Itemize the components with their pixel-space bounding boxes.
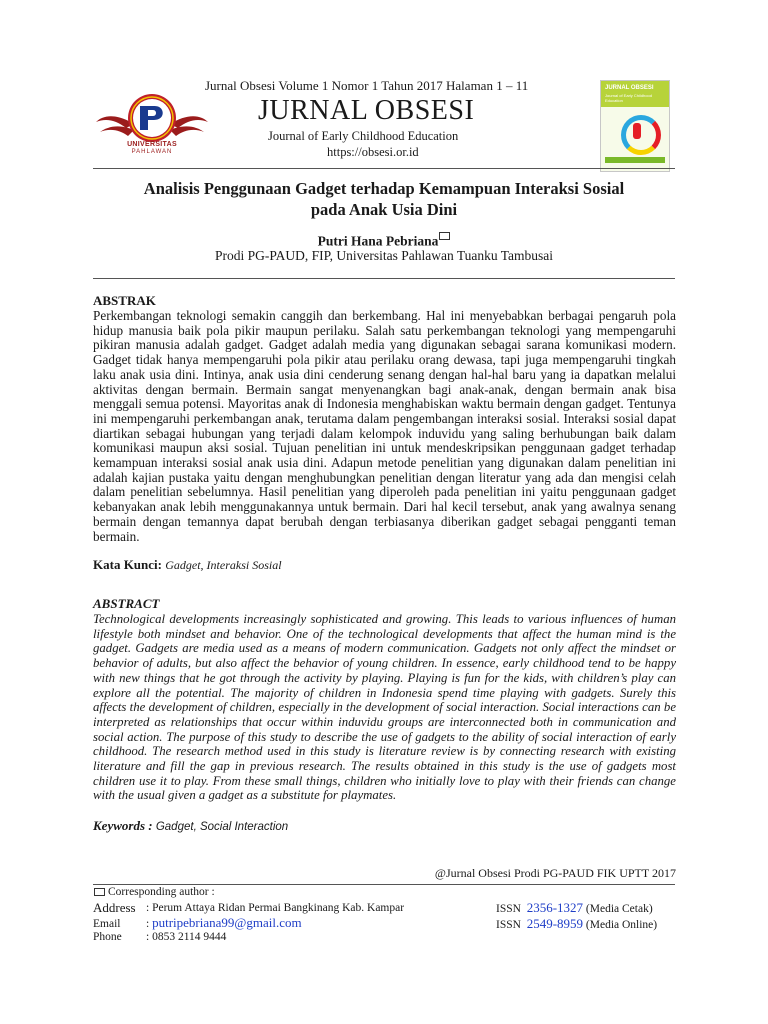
author-name (90, 232, 678, 250)
article-title (90, 178, 678, 220)
footer-rule (93, 884, 675, 885)
abstrak-body: Perkembangan teknologi semakin canggih dan berkembang. Hal ini menyebabkan berbagai pengaruh pola hidup manusia baik pola pikir maupun perilaku. Salah satu perkembangan teknologi yang mempengaruhi pikiran manusia adalah gadget. Gadget adalah media yang digunakan sebagai sarana komunikasi modern. Gadget tidak hanya mempengaruhi pola pikir atau perilaku orang dewasa, tapi juga mempengaruhi tingkah laku anak usia dini. Intinya, anak usia dini cenderung senang dengan hal-hal baru yang ia dapatkan melalui aktivitas dengan bermain. Bermain sangat menyenangkan bagi anak-anak, dengan bermain anak bisa menggali semua potensi. Mayoritas anak di Indonesia menghabiskan waktu bermain dengan gadget. Tentunya ini mempengaruhi perkembangan anak, terutama dalam pengembangan interaksi sosial. Interaksi sosial dapat diartikan sebagai hubungan yang terjadi dalam kelompok induvidu yang saling berhubungan baik dalam komunikasi maupun aksi sosial. Tujuan penelitian ini untuk mendeskripsikan penggunaan gadget terhadap kemampuan interaksi sosial anak usia dini. Adapun metode penelitian yang digunakan dalam penelitian ini adalah kajian pustaka yaitu dengan menghubungkan penelitian dengan literatur yang ada dan mengisi celah dalam penelitian sebelumnya. Hasil penelitian yang diperoleh pada penelitian ini yaitu penggunaan gadget kebanyakan anak lebih menggunakannya untuk bermain. Dari hal kecil tersebut, anak yang awalnya senang bermain dengan temannya dapat berubah dengan terbiasanya diberikan gadget sebagai pengganti teman bermain. (93, 308, 676, 544)
phone-value: : 0853 2114 9444 (146, 931, 227, 943)
issn-print-label: ISSN (496, 903, 521, 915)
article-title-line2: pada Anak Usia Dini (310, 200, 458, 219)
logo-text-universitas: UNIVERSITAS (127, 141, 177, 148)
header-rule (93, 168, 675, 169)
journal-subtitle: Journal of Early Childhood Education (268, 129, 459, 143)
envelope-icon (94, 888, 105, 896)
copyright: @Jurnal Obsesi Prodi PG-PAUD FIK UPTT 2017 (434, 866, 676, 880)
email-label: Email (93, 918, 121, 930)
issn-online-link[interactable]: 2549-8959 (526, 916, 584, 931)
address-value: : Perum Attaya Ridan Permai Bangkinang Kab. Kampar (146, 902, 405, 914)
abstrak-heading: ABSTRAK (93, 293, 156, 308)
keywords-label: Keywords : (93, 818, 153, 833)
envelope-icon (439, 232, 450, 240)
logo-text-pahlawan: PAHLAWAN (131, 149, 173, 155)
abstract-body: Technological developments increasingly sophisticated and growing. This leads to various influences of human lifestyle both mindset and behavior. One of the technological developments that affect the human mind is the gadget. Gadgets are media used as a means of modern communication. Gadgets not only affect the mindset or behavior of adults, but also affect the behavior of young children. In essence, early childhood tend to be happy with new things that he got through the activity by playing. Playing is fun for the kids, with children’s play can explore all the potential. The majority of children in Indonesia spend time playing with gadgets. Surely this affects the development of children, especially in the development of social interaction. Social interactions can be interpreted as relationships that occur within induvidu groups are interconnected both in communication and social action. The purpose of this study to describe the use of gadgets to the ability of social interaction of early childhood. The research method used in this study is literature review is by connecting research with existing literature and fill the gap in previous research. The results obtained in this study is the use of gadgets most children use it to play. From these small things, children who initially love to play with their friends can change with the usual given a gadget as a substitute for playmates. (93, 612, 676, 803)
issn-online-note: (Media Online) (585, 919, 658, 931)
author-affiliation: Prodi PG-PAUD, FIP, Universitas Pahlawan Tuanku Tambusai (214, 248, 554, 263)
corresponding-label: Corresponding author : (108, 886, 215, 898)
email-link[interactable]: putripebriana99@gmail.com (152, 915, 302, 930)
journal-url[interactable]: https://obsesi.or.id (327, 145, 419, 159)
address-label: Address (93, 900, 136, 915)
cover-subtitle: Journal of Early Childhood Education (605, 93, 652, 103)
title-rule (93, 278, 675, 279)
volume-line: Jurnal Obsesi Volume 1 Nomor 1 Tahun 2017 Halaman 1 – 11 (205, 78, 529, 93)
issn-online (496, 916, 657, 932)
email-row (146, 915, 302, 931)
cover-footer-band (605, 157, 665, 163)
issn-print-note: (Media Cetak) (585, 903, 653, 915)
issn-print-link[interactable]: 2356-1327 (526, 900, 584, 915)
kata-kunci (93, 557, 282, 573)
kata-kunci-value: Gadget, Interaksi Sosial (165, 558, 282, 572)
journal-title: JURNAL OBSESI (258, 95, 475, 126)
journal-cover-thumbnail (600, 80, 670, 172)
kata-kunci-label: Kata Kunci: (93, 557, 162, 572)
abstract-heading: ABSTRACT (93, 596, 160, 611)
issn-online-label: ISSN (496, 919, 521, 931)
article-title-line1: Analisis Penggunaan Gadget terhadap Kemampuan Interaksi Sosial (143, 179, 625, 198)
cover-title: JURNAL OBSESI (605, 85, 654, 91)
cover-figure (633, 123, 641, 139)
phone-label: Phone (93, 931, 122, 943)
keywords (93, 818, 288, 834)
author-name-text: Putri Hana Pebriana (317, 233, 439, 249)
cover-emblem (621, 115, 661, 155)
email-colon: : (146, 918, 153, 930)
keywords-value: Gadget, Social Interaction (155, 821, 289, 833)
corresponding-author (93, 886, 215, 898)
issn-print (496, 900, 653, 916)
